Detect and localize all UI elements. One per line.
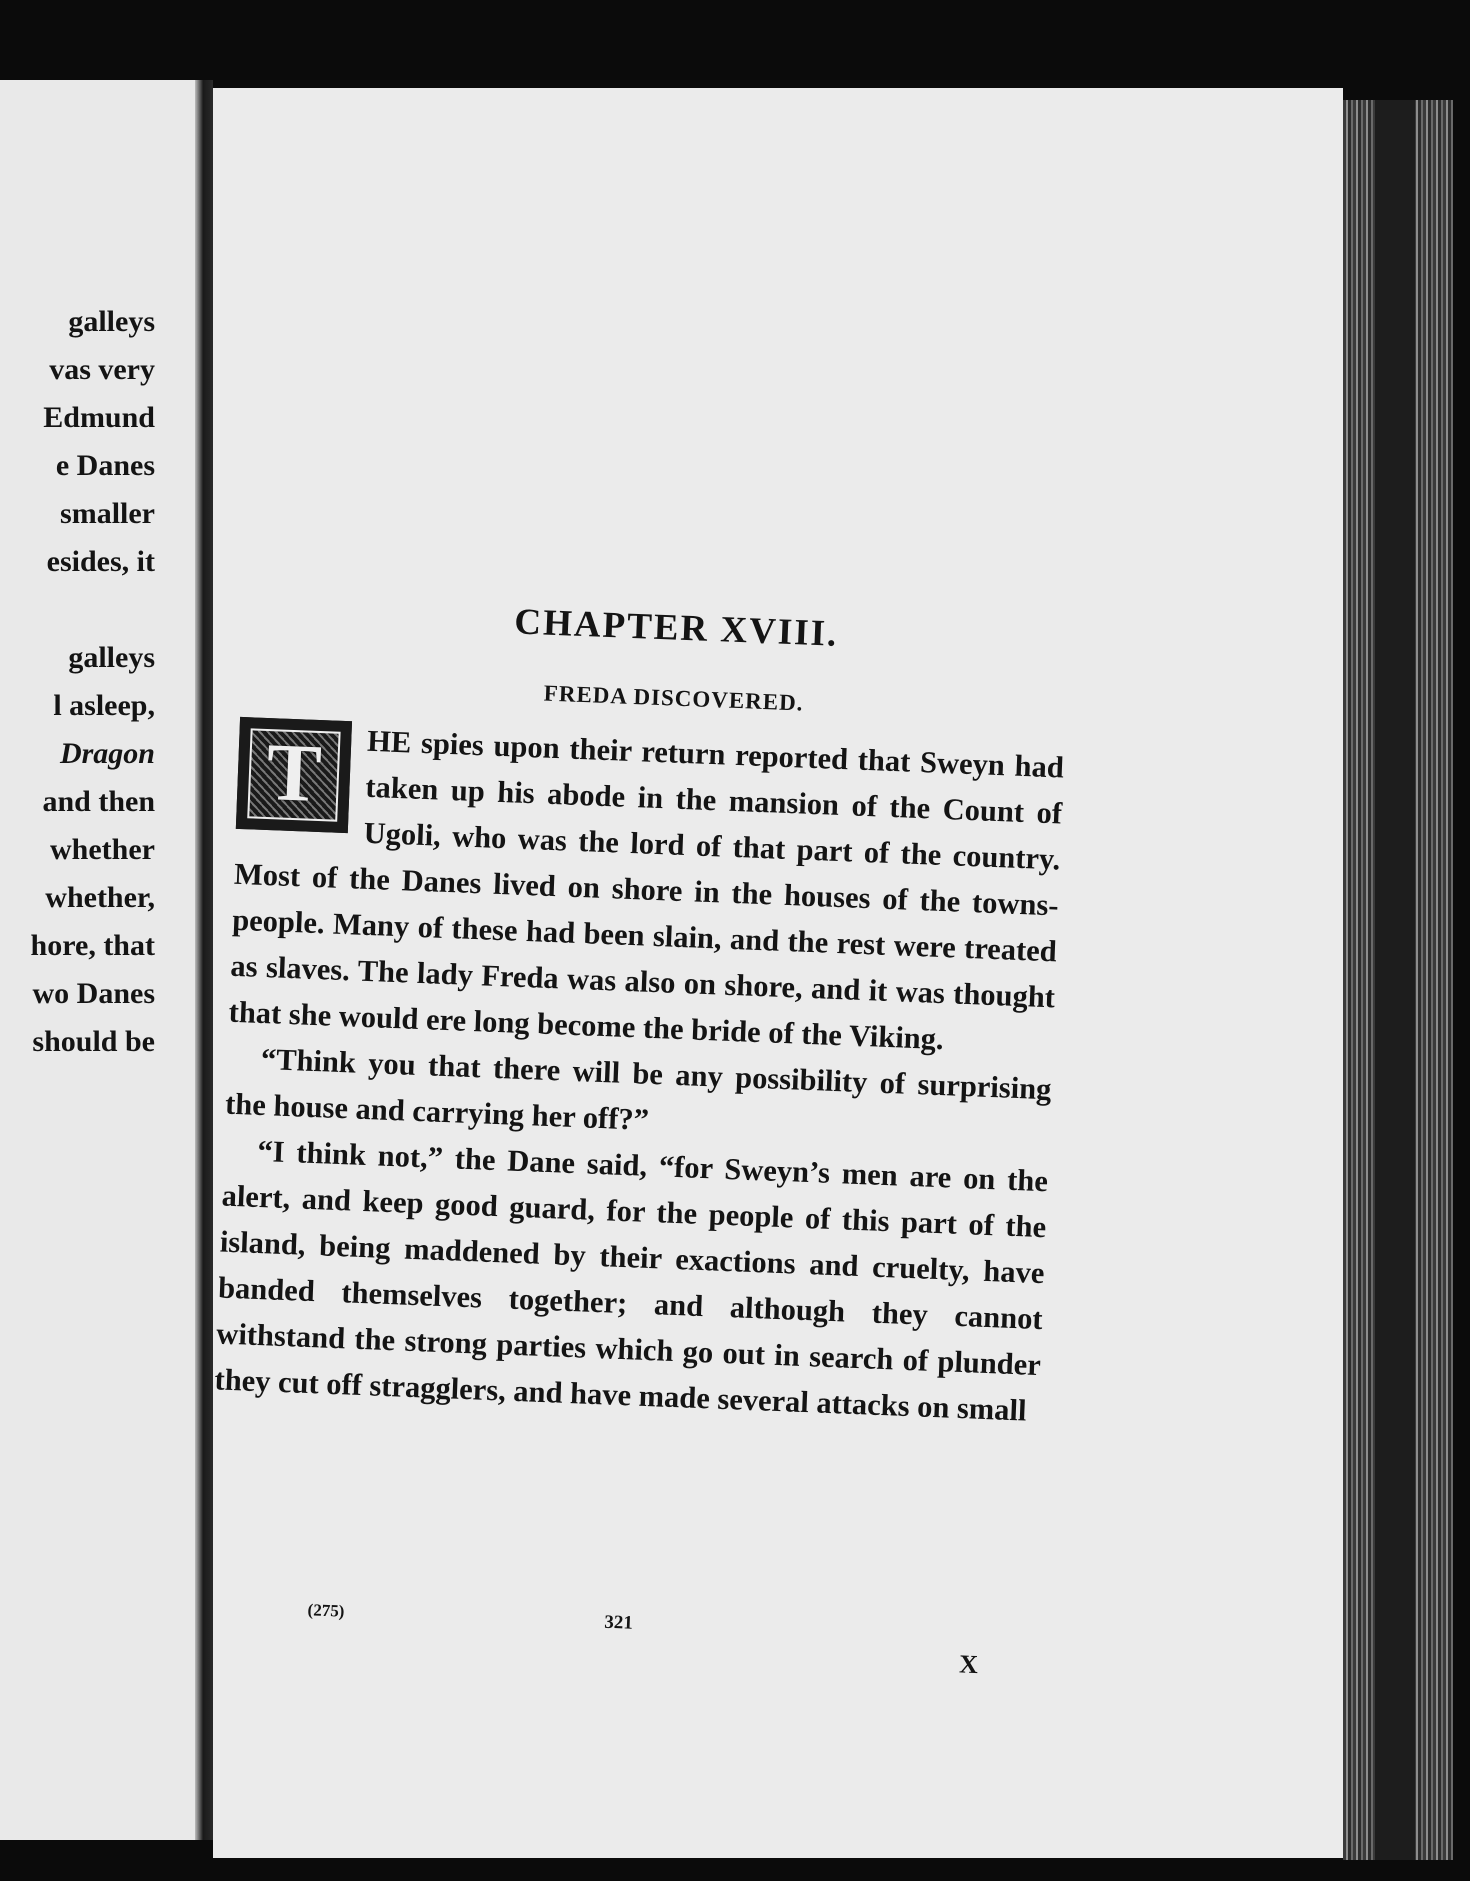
previous-page-line: e Danes (55, 449, 155, 482)
page-edges-shadow (1375, 100, 1415, 1860)
chapter-title: CHAPTER XVIII. (513, 601, 840, 655)
previous-page-line: wo Danes (32, 977, 155, 1010)
page-number: 321 (603, 1611, 634, 1634)
previous-page-line: vas very (49, 353, 155, 386)
previous-page-line: hore, that (30, 929, 155, 962)
drop-cap-letter: T (264, 725, 324, 820)
previous-page-line (31, 586, 155, 634)
paragraph-3: “I think not,” the Dane said, “for Sweyn’s men are on the alert, and keep good guard, for the people of this part of the island, being maddened by their exactions and cruelty, have banded themselves together; and although they cannot withstand the strong parties which go out in search of plunder they cut off stragglers, and have made several attacks on small (214, 1133, 1049, 1428)
previous-page-line: smaller (60, 497, 155, 530)
decorated-drop-cap (236, 717, 352, 833)
previous-page-line: esides, it (46, 545, 155, 578)
signature-mark: X (958, 1649, 979, 1680)
previous-page-line: whether (50, 833, 155, 866)
previous-page-line: Dragon (59, 737, 155, 770)
previous-page-line: and then (42, 785, 155, 818)
previous-page-line: l asleep, (53, 689, 155, 722)
paragraph-1 (228, 713, 1065, 1066)
book-gutter (195, 80, 213, 1840)
paragraph-1-text: HE spies upon their return reported that Sweyn had taken up his abode in the mansion of the Count of Ugoli, who was the lord of that part of the country. Most of the Danes lived on shore in the houses of the towns-people. Many of these had been slain, and the rest were treated as slaves. The lady Freda was also on shore, and it was thought that she would ere long become the bride of the Viking. (228, 723, 1065, 1057)
previous-page-fragment (0, 80, 195, 1840)
signature-number: (275) (307, 1600, 345, 1621)
chapter-text-block (214, 590, 1070, 1434)
paragraph-2: “Think you that there will be any possibility of surprising the house and carrying her off?” (224, 1041, 1053, 1137)
previous-page-line: whether, (45, 881, 155, 914)
chapter-body (214, 713, 1065, 1434)
previous-page-line: galleys (68, 641, 155, 674)
previous-page-text (31, 298, 155, 1066)
previous-page-line: should be (32, 1025, 155, 1058)
previous-page-line: Edmund (43, 401, 155, 434)
chapter-subtitle: FREDA DISCOVERED. (543, 680, 804, 716)
previous-page-line: galleys (68, 305, 155, 338)
